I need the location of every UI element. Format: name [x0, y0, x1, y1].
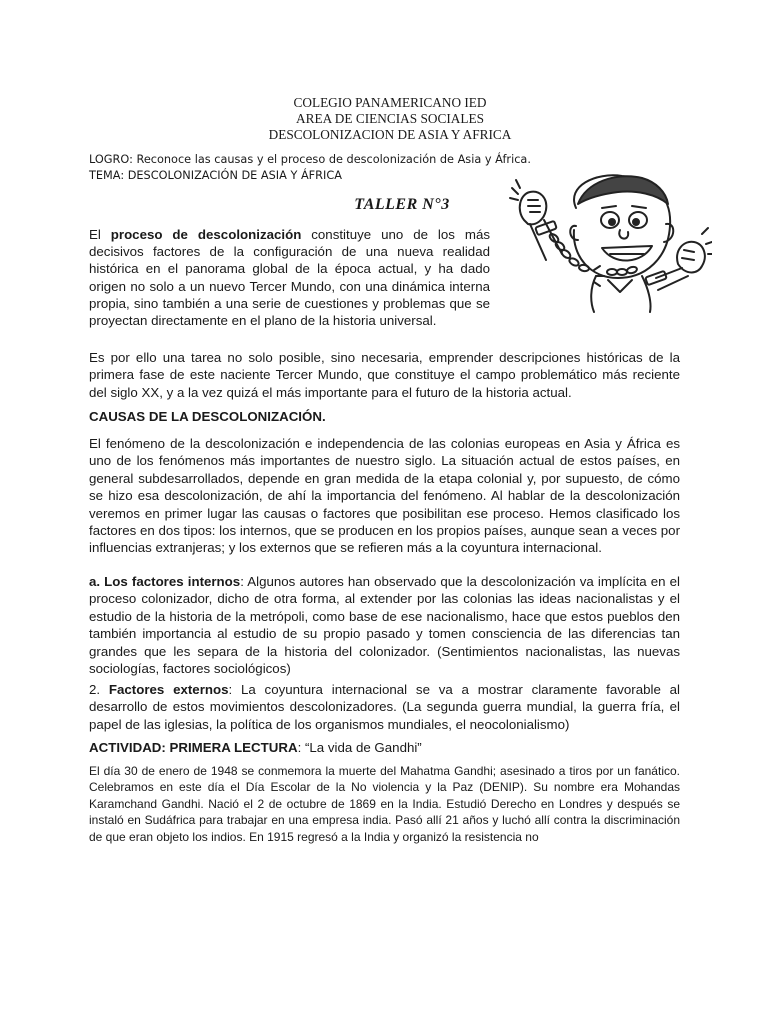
paragraph-first-phase: Es por ello una tarea no solo posible, sino necesaria, emprender descripciones históricas de la primera fase de este naciente Tercer Mundo, que constituye el campo problemático más reciente del siglo XX, y a la vez quizá el más importante para el futuro de la historia actual. — [89, 350, 680, 400]
school-name: COLEGIO PANAMERICANO IED — [293, 95, 487, 110]
paragraph-causas: El fenómeno de la descolonización e independencia de las colonias europeas en Asia y África es uno de los fenómenos más importantes de nuestro siglo. La situación actual de estos países, en general subdesarrollados, depende en gran medida de la etapa colonial y, por supuesto, de cómo se hizo esa descolonización, de ahí la importancia del fenómeno. Al hablar de la descolonización veremos en primer lugar las causas o factores que posibilitan ese proceso. Hemos clasificado los factores en dos tipos: los internos, que se producen en los propios países, aunque sean a veces por influencias extranjeras; y los externos que se refieren más a la coyuntura internacional. — [89, 436, 680, 556]
area-name: AREA DE CIENCIAS SOCIALES — [295, 111, 484, 126]
factores-externos-label: Factores externos — [108, 682, 229, 697]
unit-title: DESCOLONIZACION DE ASIA Y AFRICA — [268, 127, 512, 142]
section-heading-causas: CAUSAS DE LA DESCOLONIZACIÓN. — [89, 409, 326, 424]
intro-paragraph: El proceso de descolonización constituye uno de los más decisivos factores de la configuración de una nueva realidad histórica en el panorama global de la época actual, y ha dado origen no solo a un nuevo Tercer Mundo, con una dinámica interna propia, sino también a una serie de cuestiones y problemas que se proyectan directamente en el plano de la historia universal. — [89, 227, 490, 329]
activity-heading — [89, 739, 680, 756]
tema-line: TEMA: DESCOLONIZACIÓN DE ASIA Y ÁFRICA — [89, 169, 342, 182]
paragraph-factores-externos: 2. Factores externos: La coyuntura internacional se va a mostrar claramente favorable al desarrollo de estos movimientos descolonizadores. (La segunda guerra mundial, la guerra fría, el papel de las iglesias, la política de los organismos mundiales, el neocolonialismo) — [89, 682, 680, 732]
reading-title: : “La vida de Gandhi” — [297, 740, 422, 755]
document-header — [0, 95, 768, 143]
factores-internos-label: a. Los factores internos — [89, 574, 241, 589]
paragraph-factores-internos: a. Los factores internos: Algunos autores han observado que la descolonización va implícita en el proceso colonizador, dicho de otra forma, al extender por las colonias las ideas nacionalistas y el estudio de la historia de la metrópoli, como base de ese nacionalismo, hace que estos pueblos den también importancia al estudio de su propio pasado y tomen consciencia de las diferencias tan grandes que les separa de la historia del colonizador. (Sentimientos nacionalistas, las nuevas sociologías, factores sociológicos) — [89, 574, 680, 677]
logro-line: LOGRO: Reconoce las causas y el proceso de descolonización de Asia y África. — [89, 153, 531, 166]
gandhi-reading-paragraph: El día 30 de enero de 1948 se conmemora la muerte del Mahatma Gandhi; asesinado a tiros por un fanático. Celebramos en este día el Día Escolar de la No violencia y la Paz (DENIP). Su nombre era Mohandas Karamchand Gandhi. Nació el 2 de octubre de 1869 en la India. Estudió Derecho en Londres y después se instaló en Sudáfrica para trabajar en una empresa india. Pasó allí 21 años y luchó allí contra la discriminación de que eran objeto los indios. En 1915 regresó a la India y organizó la resistencia no — [89, 764, 680, 844]
intro-bold-term: proceso de descolonización — [110, 227, 302, 242]
worksheet-title: TALLER N°3 — [354, 196, 450, 213]
broken-chain-cartoon-illustration — [506, 168, 712, 314]
activity-label: ACTIVIDAD: PRIMERA LECTURA — [89, 740, 298, 755]
